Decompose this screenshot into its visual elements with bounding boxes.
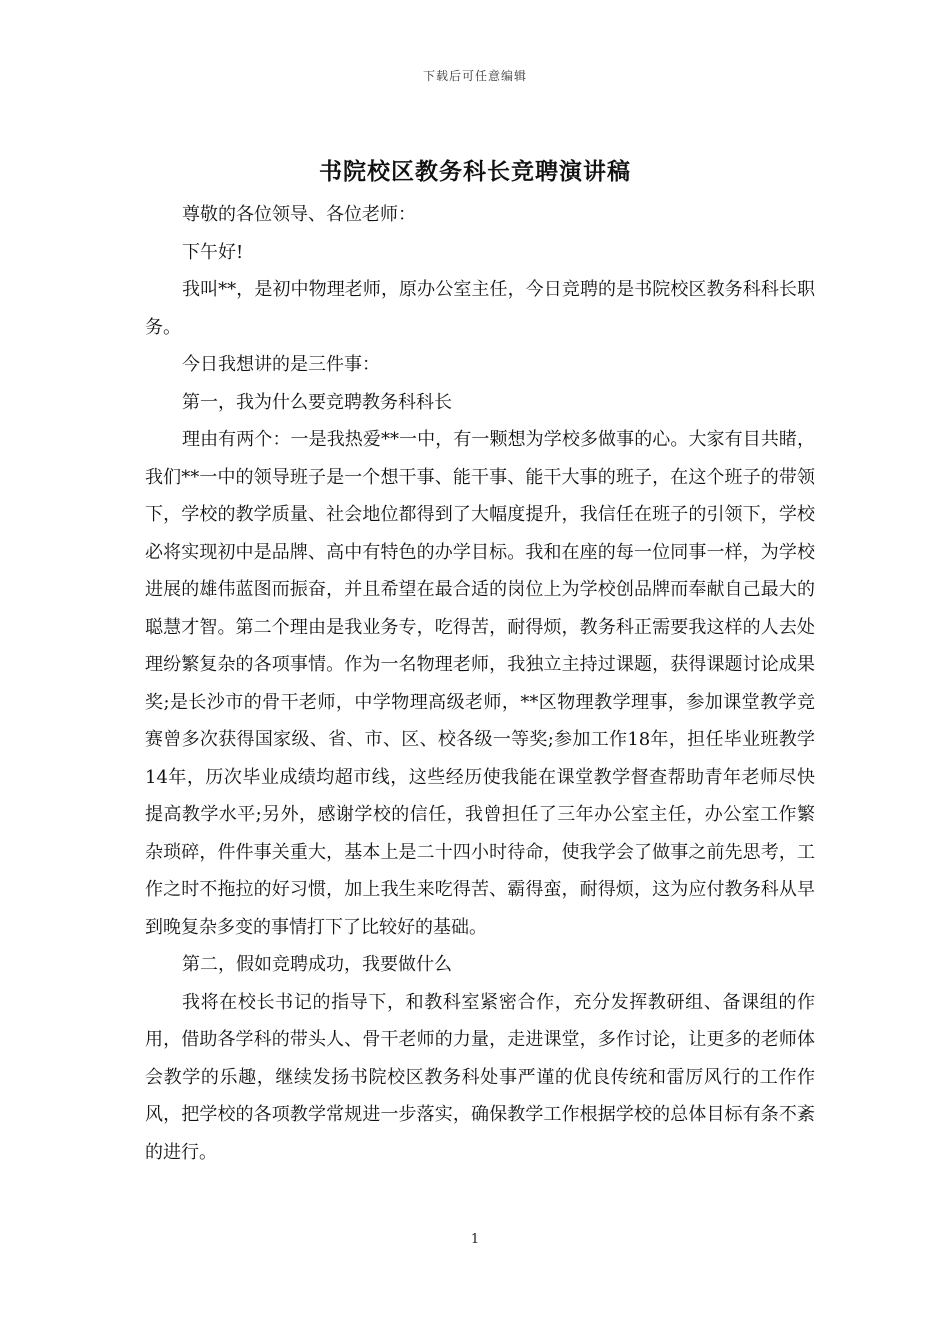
- page-number: 1: [470, 1232, 480, 1247]
- paragraph-heading-first: 第一，我为什么要竞聘教务科科长: [182, 391, 452, 413]
- paragraph-topics: 今日我想讲的是三件事：: [182, 354, 380, 375]
- paragraph-salutation: 尊敬的各位领导、各位老师：: [182, 204, 416, 225]
- document-title: 书院校区教务科长竞聘演讲稿: [319, 158, 631, 185]
- document-body: [145, 196, 815, 1171]
- paragraph-introduction: 我叫**，是初中物理老师，原办公室主任，今日竞聘的是书院校区教务科科长职务。: [145, 279, 815, 338]
- paragraph-reasons: 理由有两个：一是我热爱**一中，有一颗想为学校多做事的心。大家有目共睹，我们**一中的领导班子是一个想干事、能干事、能干大事的班子，在这个班子的带领下，学校的教学质量、社会地位都得到了大幅度提升，我信任在班子的引领下，学校必将实现初中是品牌、高中有特色的办学目标。我和在座的每一位同事一样，为学校进展的雄伟蓝图而振奋，并且希望在最合适的岗位上为学校创品牌而奉献自己最大的聪慧才智。第二个理由是我业务专，吃得苦，耐得烦，教务科正需要我这样的人去处理纷繁复杂的各项事情。作为一名物理老师，我独立主持过课题，获得课题讨论成果奖;是长沙市的骨干老师，中学物理高级老师，**区物理教学理事，参加课堂教学竞赛曾多次获得国家级、省、市、区、校各级一等奖;参加工作18年，担任毕业班教学14年，历次毕业成绩均超市线，这些经历使我能在课堂教学督查帮助青年老师尽快提高教学水平;另外，感谢学校的信任，我曾担任了三年办公室主任，办公室工作繁杂琐碎，件件事关重大，基本上是二十四小时待命，使我学会了做事之前先思考，工作之时不拖拉的好习惯，加上我生来吃得苦、霸得蛮，耐得烦，这为应付教务科从早到晚复杂多变的事情打下了比较好的基础。: [145, 429, 815, 938]
- paragraph-plans: 我将在校长书记的指导下，和教科室紧密合作，充分发挥教研组、备课组的作用，借助各学科的带头人、骨干老师的力量，走进课堂，多作讨论，让更多的老师体会教学的乐趣，继续发扬书院校区教务科处事严谨的优良传统和雷厉风行的工作作风，把学校的各项教学常规进一步落实，确保教学工作根据学校的总体目标有条不紊的进行。: [145, 991, 815, 1163]
- paragraph-greeting: 下午好!: [182, 241, 244, 263]
- header-note: 下载后可任意编辑: [422, 69, 527, 83]
- paragraph-heading-second: 第二，假如竞聘成功，我要做什么: [182, 954, 452, 975]
